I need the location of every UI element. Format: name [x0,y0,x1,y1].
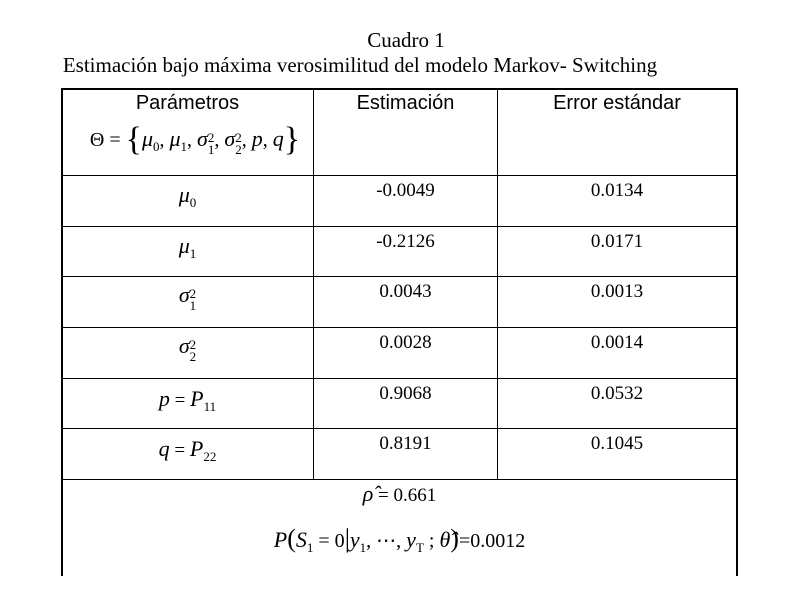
row-divider [61,479,738,480]
row-param-sigma1-sq: σ2 1 [178,282,197,313]
row-std-error: 0.0013 [590,281,644,302]
header-parameters: Parámetros [135,92,240,114]
row-std-error: 0.0134 [590,180,644,201]
row-param-sigma2-sq: σ2 2 [178,333,197,364]
row-divider [61,226,738,227]
parameter-set-formula: $\Theta = \{\mu_0$, $\mu_1$, σ2 1, σ2 2, p, q} [89,121,301,158]
row-divider [61,276,738,277]
row-divider [61,378,738,379]
table-caption-subtitle: Estimación bajo máxima verosimilitud del modelo Markov- Switching [62,53,658,77]
row-divider [61,327,738,328]
table-caption-title: Cuadro 1 [367,28,445,52]
row-estimate: 0.9068 [379,383,432,404]
row-estimate: -0.0049 [376,180,435,201]
row-std-error: 0.0171 [590,231,644,252]
row-param-mu1: $\mu_1$ [178,233,197,261]
row-param-mu0: $\mu_0$ [178,182,197,210]
row-estimate: 0.0043 [379,281,432,302]
row-divider [61,175,738,176]
row-std-error: 0.1045 [590,433,644,454]
row-std-error: 0.0014 [590,332,644,353]
row-estimate: 0.0028 [379,332,432,353]
row-std-error: 0.0532 [590,383,644,404]
rho-hat-value: ρ̂ = 0.661 [362,481,437,506]
row-estimate: 0.8191 [379,433,432,454]
smoothed-probability: $P(S_1 = 0|y_1$, ⋯, $y_T$ ; θ̂)=0.0012 [273,524,526,555]
header-std-error: Error estándar [553,92,681,114]
header-estimate: Estimación [356,92,455,114]
row-estimate: -0.2126 [376,231,435,252]
row-divider [61,428,738,429]
row-param-q: $q = P_{22}$ [158,436,217,464]
row-param-p: $p = P_{11}$ [158,386,217,414]
